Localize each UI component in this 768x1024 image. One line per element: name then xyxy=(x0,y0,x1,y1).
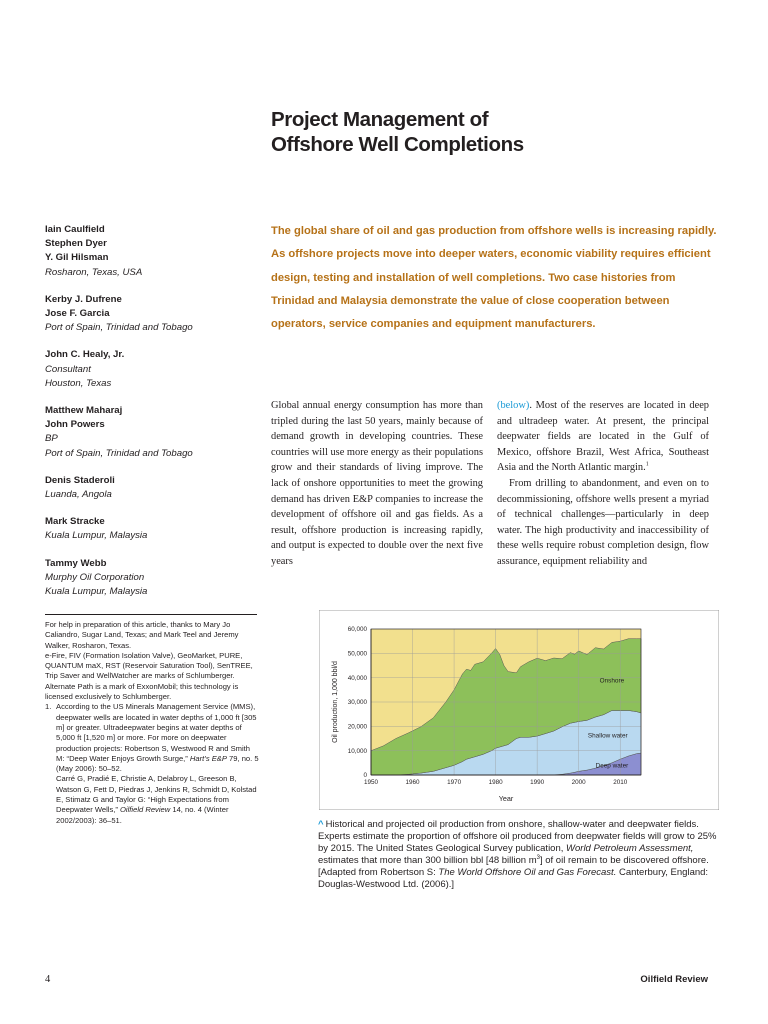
author-group xyxy=(45,515,260,543)
caption-publication: World Petroleum Assessment, xyxy=(566,843,694,855)
reference-marker[interactable]: 1 xyxy=(645,461,649,468)
author-list xyxy=(45,223,260,612)
footnote-journal: Oilfield Review xyxy=(120,805,171,815)
body-paragraph xyxy=(497,398,709,476)
caption-marker: ^ xyxy=(318,819,324,830)
author-name: Stephen Dyer xyxy=(45,238,107,250)
production-chart xyxy=(319,610,719,810)
author-name: Matthew Maharaj xyxy=(45,405,123,417)
author-affiliation: Luanda, Angola xyxy=(45,489,112,501)
author-name: Kerby J. Dufrene xyxy=(45,293,122,305)
page-number: 4 xyxy=(45,974,51,985)
series-label: Onshore xyxy=(599,677,625,685)
y-tick-label: 20,000 xyxy=(347,723,367,731)
body-text: . Most of the reserves are located in deep and ultradeep water. At present, the principal deepwater fields are located in the Gulf of Mexico, offshore Brazil, West Africa, Southeast Asia and the North Atlantic margin. xyxy=(497,400,709,474)
author-affiliation: Port of Spain, Trinidad and Tobago xyxy=(45,447,193,459)
x-tick-label: 1960 xyxy=(405,779,420,786)
body-column-1 xyxy=(271,398,483,570)
author-affiliation: Port of Spain, Trinidad and Tobago xyxy=(45,322,193,334)
author-name: Iain Caulfield xyxy=(45,224,105,235)
caption-text: Canterbury, England: Douglas-Westwood Ltd. (2006).] xyxy=(318,867,709,891)
author-affiliation: Consultant xyxy=(45,363,91,375)
title-line-2: Offshore Well Completions xyxy=(271,133,524,156)
lead-paragraph: The global share of oil and gas production from offshore wells is increasing rapidly. As offshore projects move into deeper waters, economic viability requires efficient design, testing and installation of well completions. Two case histories from Trinidad and Malaysia demonstrate the value of close cooperation between operators, service companies and equipment manufacturers. xyxy=(271,225,717,331)
author-affiliation: Kuala Lumpur, Malaysia xyxy=(45,530,148,542)
caption-text: Historical and projected oil production from onshore, shallow-water and deepwater fields. Experts estimate the proportion of offshore oil produced from deepwater fields will grow to 25% by 2015. The United States Geological Survey publication, xyxy=(318,819,717,855)
title-line-1: Project Management of xyxy=(271,108,489,131)
footnote-item xyxy=(45,702,260,826)
body-paragraph: Global annual energy consumption has more than tripled during the last 50 years, mainly because of demand growth in developing countries. These countries will use more energy as their populations grow and their standards of living improve. The lack of onshore opportunities to meet the growing demand has driven E&P companies to increase the development of offshore oil and gas fields. As a result, offshore production is increasing rapidly, and output is expected to double over the next five years xyxy=(271,400,483,567)
author-group xyxy=(45,404,260,461)
figure-reference-link[interactable]: (below) xyxy=(497,400,530,411)
author-name: Y. Gil Hilsman xyxy=(45,252,109,264)
body-paragraph: From drilling to abandonment, and even on to decommissioning, offshore wells present a myriad of technical challenges—particularly in deep water. The high productivity and inaccessibility of these wells require robust completion design, flow assurance, equipment reliability and xyxy=(497,477,709,567)
footnote-text: Carré G, Pradié E, Christie A, Delabroy L, Greeson B, Watson G, Fett D, Piedras J, Jenkins R, Schmidt D, Kolstad E, Stimatz G and Taylor G: “High Expectations from Deepwater Wells,” xyxy=(56,774,257,815)
x-tick-label: 1950 xyxy=(363,779,379,786)
trademark-note: e-Fire, FIV (Formation Isolation Valve), GeoMarket, PURE, QUANTUM maX, RST (Reservoir Saturation Tool), SenTREE, Trip Saver and WellWatcher are marks of Schlumberger. xyxy=(45,650,253,681)
y-tick-label: 50,000 xyxy=(347,650,367,658)
caption-superscript: 3 xyxy=(536,855,540,862)
footnote-divider xyxy=(45,614,257,615)
x-axis-label: Year xyxy=(498,794,514,803)
caption-text: ] of oil remain to be discovered offshore. [Adapted from Robertson S: xyxy=(318,855,709,879)
x-tick-label: 2010 xyxy=(613,779,628,786)
x-tick-label: 1970 xyxy=(447,779,462,786)
footnote-text: According to the US Minerals Management Service (MMS), deepwater wells are located in water depths of 1,000 ft [305 m] or greater. Ultradeepwater begins at water depths of 5,000 ft [1,520 m] or more. For more on deepwater production projects: Robertson S, Westwood R and Smith M: “Deep Water Enjoys Growth Surge,” xyxy=(56,702,257,763)
author-affiliation: Kuala Lumpur, Malaysia xyxy=(45,586,148,598)
x-tick-label: 1980 xyxy=(488,779,503,786)
y-tick-label: 60,000 xyxy=(347,626,367,634)
author-group xyxy=(45,557,260,600)
x-tick-label: 2000 xyxy=(571,779,586,786)
author-affiliation: Murphy Oil Corporation xyxy=(45,571,145,583)
author-name: John Powers xyxy=(45,419,105,431)
author-affiliation: Rosharon, Texas, USA xyxy=(45,266,143,278)
journal-name: Oilfield Review xyxy=(640,974,708,985)
series-label: Deep water xyxy=(595,762,629,770)
author-group xyxy=(45,293,260,336)
y-tick-label: 30,000 xyxy=(347,699,367,707)
author-name: Denis Staderoli xyxy=(45,474,115,486)
author-group xyxy=(45,348,260,391)
caption-publication: The World Offshore Oil and Gas Forecast. xyxy=(438,867,617,879)
trademark-note: Alternate Path is a mark of ExxonMobil; this technology is licensed exclusively to Schlumberger. xyxy=(45,681,239,702)
footnote-number: 1. xyxy=(45,702,52,712)
author-name: John C. Healy, Jr. xyxy=(45,349,125,361)
figure-caption xyxy=(318,819,723,892)
y-tick-label: 10,000 xyxy=(347,747,367,755)
author-group xyxy=(45,474,260,502)
footnote-text: 14, no. 4 (Winter 2002/2003): 36–51. xyxy=(56,805,229,825)
x-tick-label: 1990 xyxy=(530,779,545,786)
author-group xyxy=(45,223,260,280)
author-name: Tammy Webb xyxy=(45,557,107,569)
footnote-text: 79, no. 5 (May 2006): 50–52. xyxy=(56,753,259,774)
series-label: Shallow water xyxy=(587,732,628,740)
acknowledgment-note: For help in preparation of this article, thanks to Mary Jo Caliandro, Sugar Land, Texas; and Mark Teel and Jeremy Walker, Rosharon, Texas. xyxy=(45,620,239,650)
chart-svg xyxy=(319,610,719,810)
author-affiliation: BP xyxy=(45,433,58,445)
article-title xyxy=(271,107,691,157)
footnotes xyxy=(45,620,260,826)
body-column-2 xyxy=(497,398,709,570)
author-name: Jose F. Garcia xyxy=(45,308,110,320)
y-axis-label: Oil production, 1,000 bbl/d xyxy=(332,661,339,743)
y-tick-label: 0 xyxy=(363,772,367,780)
author-affiliation: Houston, Texas xyxy=(45,377,112,389)
author-name: Mark Stracke xyxy=(45,516,105,528)
caption-text: estimates that more than 300 billion bbl [48 billion m xyxy=(318,855,537,867)
y-tick-label: 40,000 xyxy=(347,674,367,682)
footnote-journal: Hart’s E&P xyxy=(189,753,227,763)
